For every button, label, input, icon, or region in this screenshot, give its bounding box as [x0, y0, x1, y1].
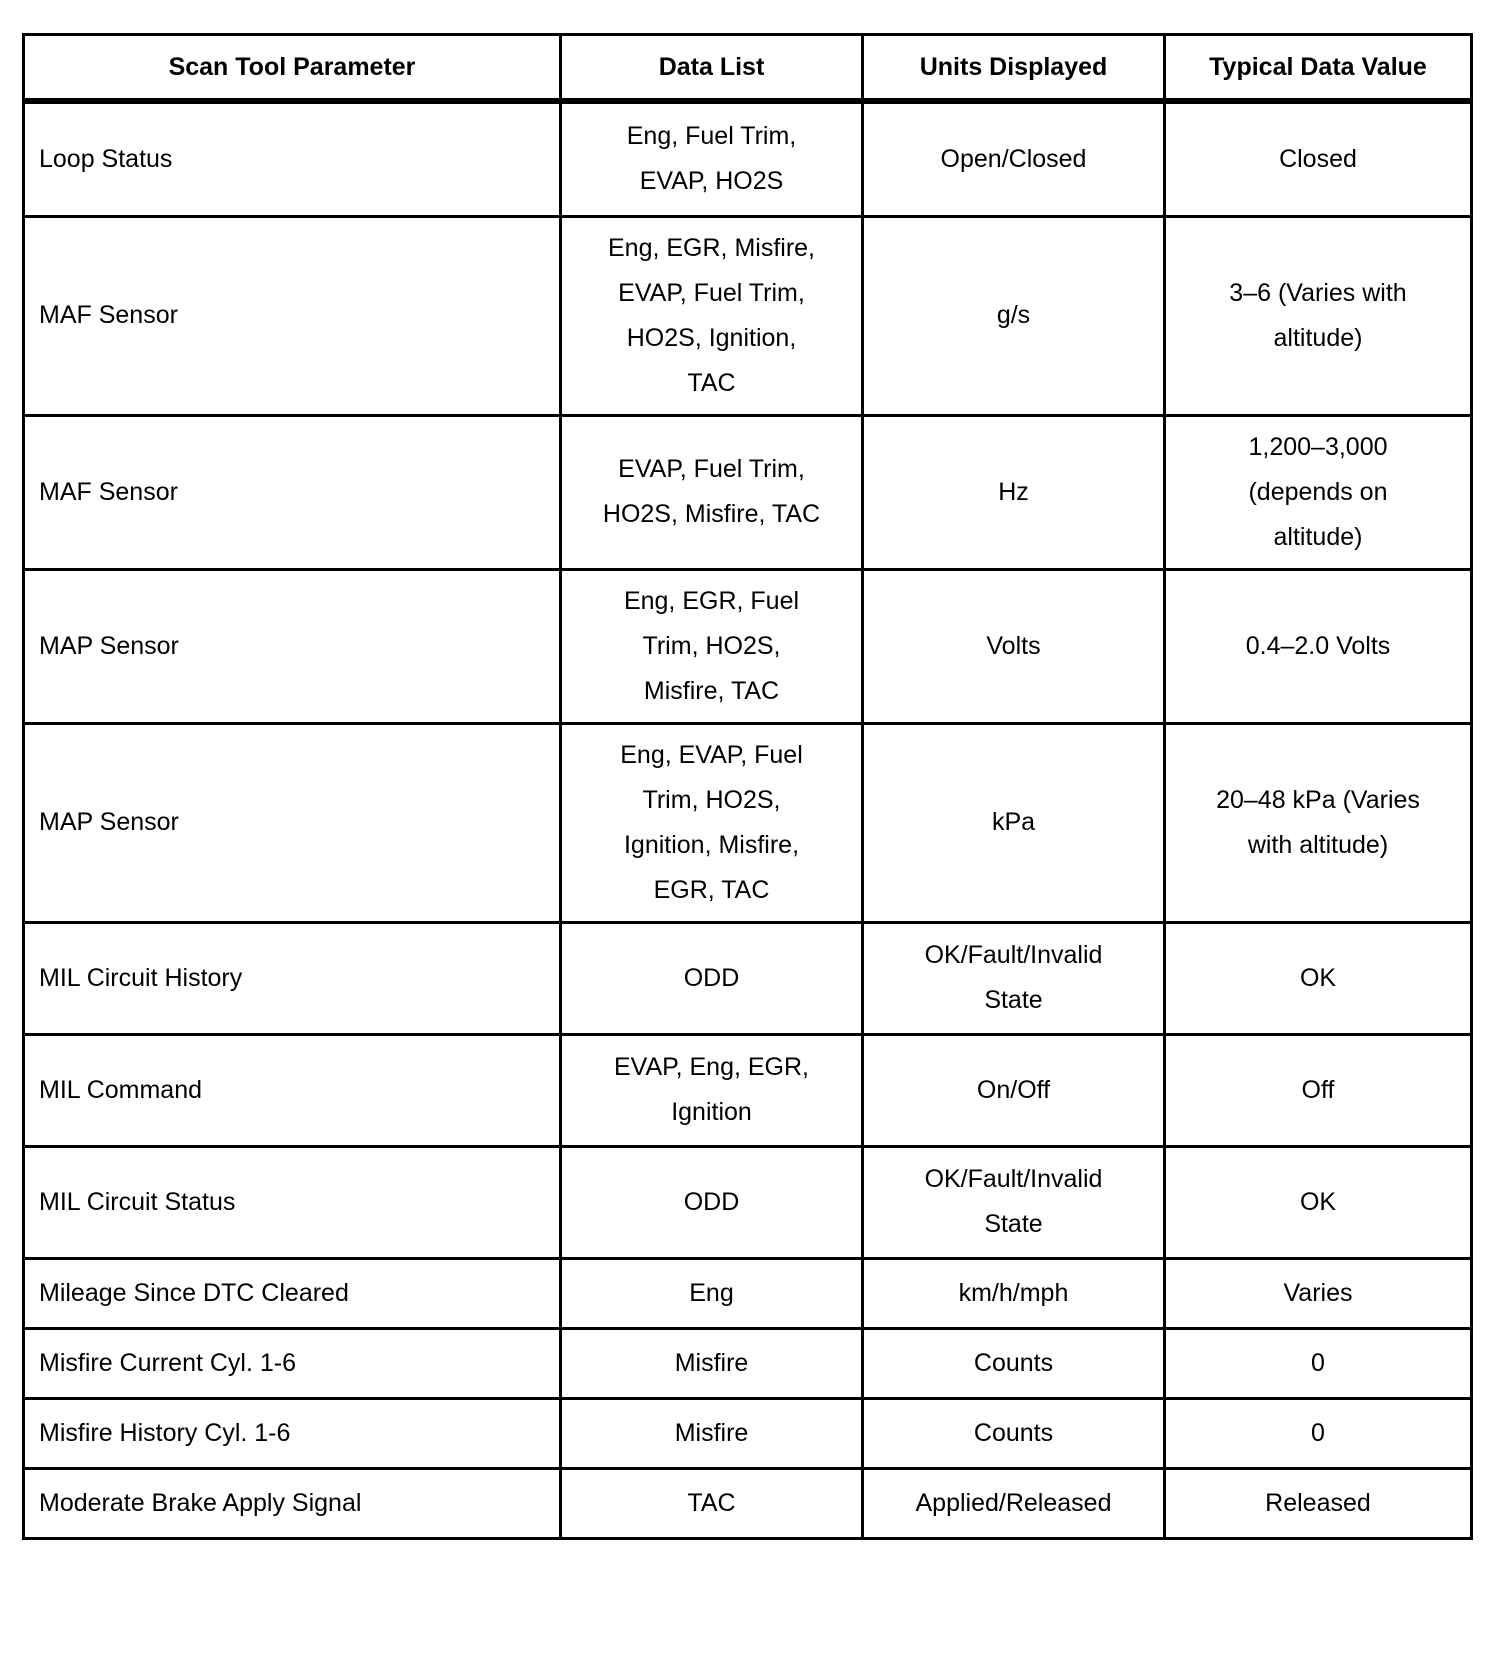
table-row [24, 1258, 1472, 1328]
cell-units-displayed-line: Counts [973, 1418, 1054, 1447]
cell-typical-data-value-line: 0 [1311, 1348, 1325, 1377]
cell-typical-data-value-line: 3–6 (Varies with [1229, 278, 1407, 307]
cell-units-displayed [863, 1146, 1165, 1258]
cell-data-list-line: Misfire, TAC [643, 676, 780, 705]
cell-units-displayed [863, 922, 1165, 1034]
cell-data-list [561, 1328, 863, 1398]
cell-typical-data-value [1165, 1146, 1472, 1258]
cell-data-list-line: Ignition [671, 1098, 752, 1126]
cell-units-displayed-line: Counts [973, 1348, 1054, 1377]
cell-units-displayed-line: Open/Closed [940, 144, 1087, 173]
cell-scan-tool-parameter: MIL Circuit History [24, 922, 561, 1034]
cell-typical-data-value [1165, 216, 1472, 415]
cell-scan-tool-parameter: MAP Sensor [24, 569, 561, 723]
cell-typical-data-value-line: Closed [1279, 144, 1357, 173]
cell-typical-data-value-line: (depends on [1248, 477, 1388, 506]
cell-data-list-line: Trim, HO2S, [642, 631, 781, 660]
cell-data-list-line: Eng, Fuel Trim, [626, 122, 797, 151]
cell-units-displayed-line: Applied/Released [915, 1488, 1112, 1517]
cell-data-list-line: EVAP, Fuel Trim, [618, 278, 805, 307]
cell-typical-data-value [1165, 723, 1472, 922]
cell-scan-tool-parameter: MAF Sensor [24, 415, 561, 569]
cell-data-list-line: HO2S, Ignition, [626, 323, 797, 352]
cell-units-displayed-line: Volts [986, 631, 1041, 660]
cell-typical-data-value-line: 0 [1311, 1418, 1325, 1447]
cell-data-list [561, 415, 863, 569]
cell-data-list-line: ODD [683, 963, 740, 992]
cell-units-displayed [863, 216, 1165, 415]
table-row [24, 922, 1472, 1034]
table-row [24, 1328, 1472, 1398]
cell-units-displayed-line: OK/Fault/Invalid [924, 941, 1103, 969]
cell-units-displayed [863, 569, 1165, 723]
cell-units-displayed-line: km/h/mph [958, 1278, 1069, 1307]
cell-units-displayed [863, 723, 1165, 922]
cell-units-displayed [863, 101, 1165, 216]
cell-data-list-line: Eng [689, 1278, 734, 1307]
cell-data-list [561, 216, 863, 415]
column-header-scan-tool-parameter: Scan Tool Parameter [24, 35, 561, 102]
table-header [24, 35, 1472, 102]
table-row [24, 569, 1472, 723]
cell-units-displayed-line: kPa [991, 808, 1036, 836]
table-row [24, 723, 1472, 922]
cell-typical-data-value-line: altitude) [1273, 323, 1363, 352]
cell-typical-data-value [1165, 922, 1472, 1034]
table-row [24, 1146, 1472, 1258]
table-row [24, 216, 1472, 415]
cell-data-list-line: EVAP, Eng, EGR, [613, 1053, 809, 1081]
cell-typical-data-value-line: 20–48 kPa (Varies [1216, 785, 1420, 814]
table-row [24, 415, 1472, 569]
cell-data-list-line: ODD [683, 1187, 740, 1216]
cell-data-list-line: Eng, EGR, Fuel [623, 586, 800, 615]
cell-units-displayed-line: State [984, 986, 1043, 1014]
column-header-units-displayed: Units Displayed [863, 35, 1165, 102]
cell-typical-data-value-line: altitude) [1273, 522, 1363, 551]
cell-typical-data-value-line: 1,200–3,000 [1248, 432, 1388, 461]
cell-data-list [561, 1468, 863, 1538]
cell-data-list [561, 1258, 863, 1328]
cell-scan-tool-parameter: MIL Command [24, 1034, 561, 1146]
cell-typical-data-value [1165, 1398, 1472, 1468]
cell-typical-data-value-line: 0.4–2.0 Volts [1245, 631, 1391, 660]
cell-data-list [561, 1398, 863, 1468]
cell-data-list-line: Misfire [674, 1348, 749, 1377]
cell-units-displayed [863, 1398, 1165, 1468]
cell-scan-tool-parameter: Misfire Current Cyl. 1-6 [24, 1328, 561, 1398]
cell-scan-tool-parameter: Misfire History Cyl. 1-6 [24, 1398, 561, 1468]
cell-units-displayed-line: Hz [998, 477, 1029, 506]
table-body [24, 101, 1472, 1538]
cell-typical-data-value [1165, 1328, 1472, 1398]
cell-data-list [561, 569, 863, 723]
column-header-data-list: Data List [561, 35, 863, 102]
cell-typical-data-value [1165, 1258, 1472, 1328]
cell-scan-tool-parameter: MAF Sensor [24, 216, 561, 415]
cell-typical-data-value [1165, 1468, 1472, 1538]
cell-typical-data-value-line: OK [1299, 1187, 1337, 1216]
scan-tool-data-table [22, 33, 1473, 1540]
cell-scan-tool-parameter: MIL Circuit Status [24, 1146, 561, 1258]
cell-scan-tool-parameter: Moderate Brake Apply Signal [24, 1468, 561, 1538]
cell-data-list [561, 723, 863, 922]
cell-units-displayed [863, 1468, 1165, 1538]
cell-data-list-line: Trim, HO2S, [642, 785, 781, 814]
cell-typical-data-value-line: Off [1301, 1075, 1335, 1104]
cell-units-displayed-line: On/Off [976, 1075, 1051, 1104]
cell-typical-data-value-line: OK [1299, 963, 1337, 992]
cell-data-list-line: Ignition, Misfire, [623, 830, 800, 859]
cell-data-list-line: HO2S, Misfire, TAC [602, 500, 821, 528]
cell-typical-data-value-line: Released [1265, 1488, 1371, 1517]
cell-typical-data-value-line: with altitude) [1247, 830, 1389, 859]
table-row [24, 1398, 1472, 1468]
cell-scan-tool-parameter: MAP Sensor [24, 723, 561, 922]
cell-typical-data-value [1165, 101, 1472, 216]
cell-data-list [561, 1146, 863, 1258]
cell-units-displayed-line: State [984, 1210, 1043, 1238]
cell-units-displayed [863, 415, 1165, 569]
cell-data-list-line: Eng, EVAP, Fuel [620, 740, 803, 769]
cell-typical-data-value [1165, 415, 1472, 569]
cell-data-list-line: EGR, TAC [653, 875, 770, 904]
cell-units-displayed-line: OK/Fault/Invalid [924, 1165, 1103, 1193]
cell-units-displayed [863, 1328, 1165, 1398]
cell-typical-data-value [1165, 1034, 1472, 1146]
cell-data-list-line: EVAP, Fuel Trim, [618, 455, 805, 483]
cell-units-displayed [863, 1034, 1165, 1146]
table-row [24, 1034, 1472, 1146]
header-row [24, 35, 1472, 102]
cell-data-list-line: EVAP, HO2S [639, 167, 784, 196]
cell-typical-data-value [1165, 569, 1472, 723]
cell-data-list [561, 101, 863, 216]
cell-units-displayed-line: g/s [996, 301, 1031, 329]
table-row [24, 1468, 1472, 1538]
cell-data-list [561, 1034, 863, 1146]
cell-data-list-line: Eng, EGR, Misfire, [608, 233, 815, 262]
cell-units-displayed [863, 1258, 1165, 1328]
cell-data-list-line: TAC [687, 1488, 736, 1517]
cell-scan-tool-parameter: Loop Status [24, 101, 561, 216]
cell-data-list-line: Misfire [674, 1418, 749, 1447]
cell-scan-tool-parameter: Mileage Since DTC Cleared [24, 1258, 561, 1328]
cell-typical-data-value-line: Varies [1283, 1278, 1353, 1307]
cell-data-list [561, 922, 863, 1034]
column-header-typical-data-value: Typical Data Value [1165, 35, 1472, 102]
scan-tool-data-sheet [22, 33, 1470, 1540]
cell-data-list-line: TAC [687, 368, 736, 397]
table-row [24, 101, 1472, 216]
